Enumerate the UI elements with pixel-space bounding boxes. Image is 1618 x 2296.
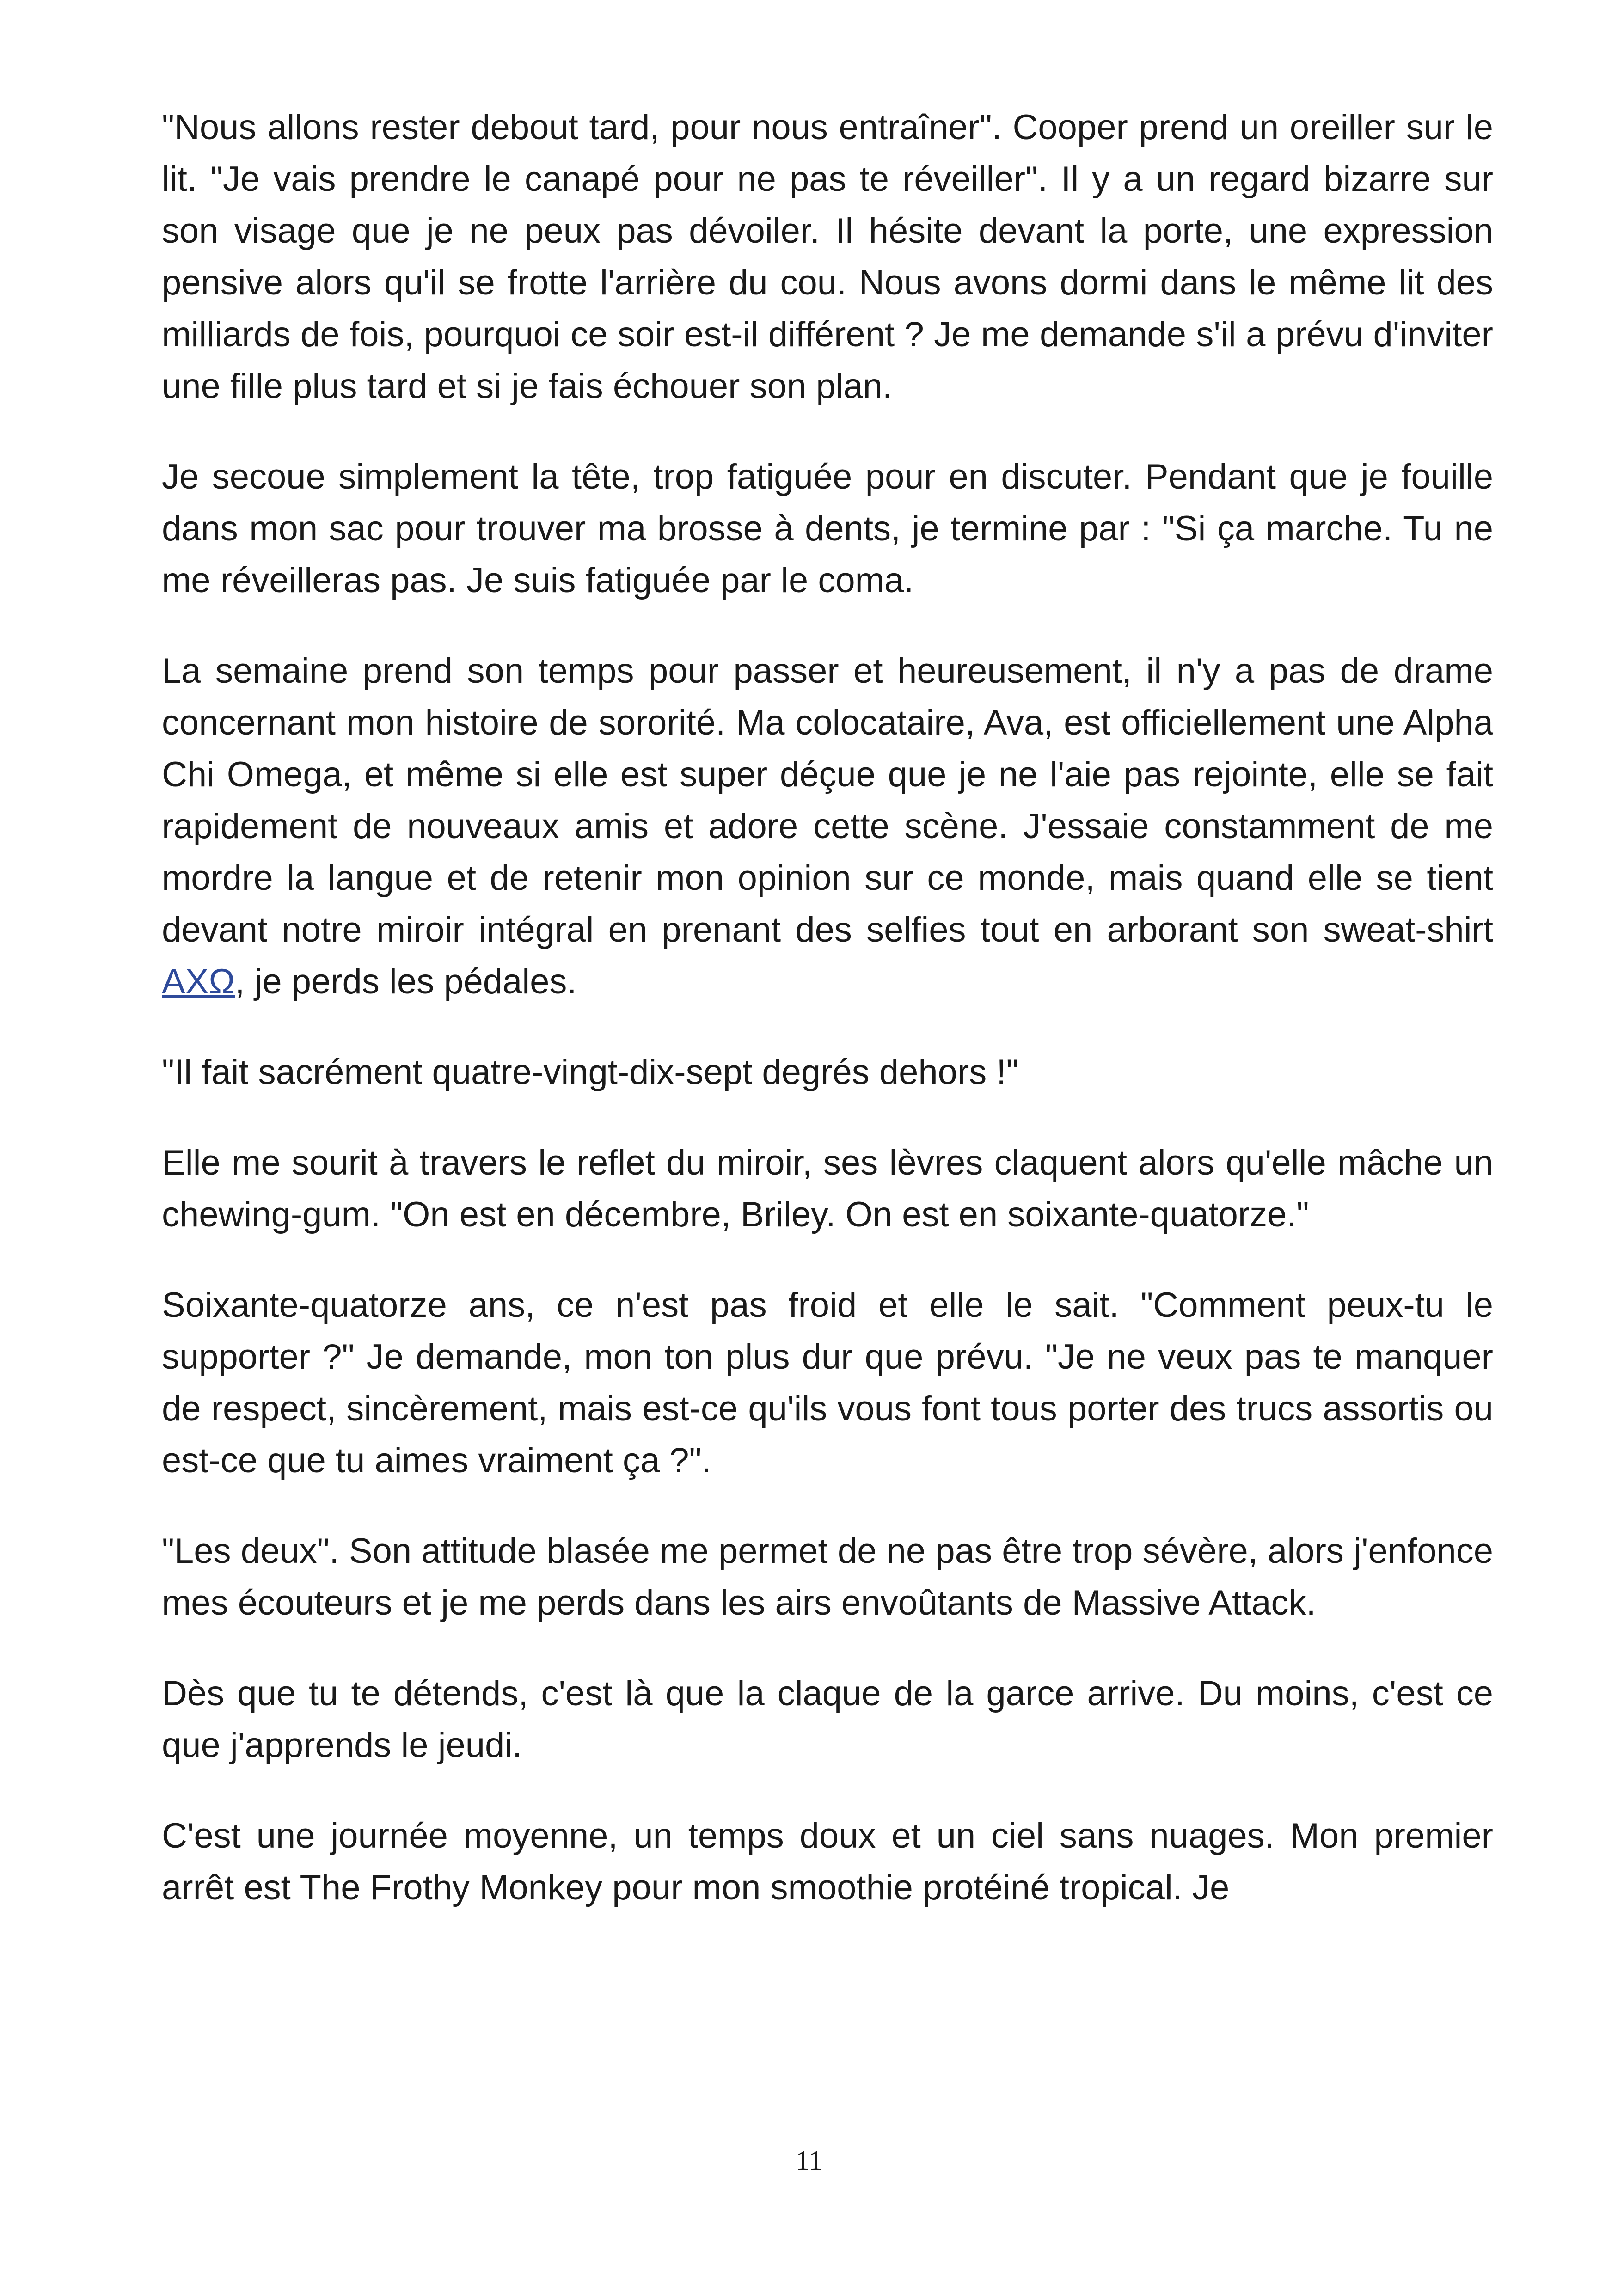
paragraph-1: "Nous allons rester debout tard, pour nous entraîner". Cooper prend un oreiller sur le lit. "Je vais prendre le canapé pour ne pas te réveiller". Il y a un regard bizarre sur son visage que je ne peux pas dévoiler. Il hésite devant la porte, une expression pensive alors qu'il se frotte l'arrière du cou. Nous avons dormi dans le même lit des milliards de fois, pourquoi ce soir est-il différent ? Je me demande s'il a prévu d'inviter une fille plus tard et si je fais échouer son plan. [162, 108, 1493, 406]
paragraph-3-text-start: La semaine prend son temps pour passer et heureusement, il n'y a pas de drame concernant mon histoire de sororité. Ma colocataire, Ava, est officiellement une Alpha Chi Omega, et même si elle est super déçue que je ne l'aie pas rejointe, elle se fait rapidement de nouveaux amis et adore cette scène. J'essaie constamment de me mordre la langue et de retenir mon opinion sur ce monde, mais quand elle se tient devant notre miroir intégral en prenant des selfies tout en arborant son sweat-shirt [162, 651, 1493, 949]
paragraph-6: Soixante-quatorze ans, ce n'est pas froid et elle le sait. "Comment peux-tu le supporter ?" Je demande, mon ton plus dur que prévu. "Je ne veux pas te manquer de respect, sincèrement, mais est-ce qu'ils vous font tous porter des trucs assortis ou est-ce que tu aimes vraiment ça ?". [162, 1286, 1493, 1480]
paragraph-3-text-end: , je perds les pédales. [235, 962, 577, 1001]
body-text [162, 102, 1493, 1914]
paragraph-8: Dès que tu te détends, c'est là que la claque de la garce arrive. Du moins, c'est ce que j'apprends le jeudi. [162, 1674, 1493, 1765]
page-number: 11 [796, 2145, 822, 2176]
axo-link[interactable]: ΑΧΩ [162, 962, 235, 1001]
paragraph-4: "Il fait sacrément quatre-vingt-dix-sept degrés dehors !" [162, 1053, 1019, 1092]
paragraph-2: Je secoue simplement la tête, trop fatiguée pour en discuter. Pendant que je fouille dans mon sac pour trouver ma brosse à dents, je termine par : "Si ça marche. Tu ne me réveilleras pas. Je suis fatiguée par le coma. [162, 457, 1493, 600]
paragraph-7: "Les deux". Son attitude blasée me permet de ne pas être trop sévère, alors j'enfonce mes écouteurs et je me perds dans les airs envoûtants de Massive Attack. [162, 1531, 1493, 1623]
paragraph-9: C'est une journée moyenne, un temps doux et un ciel sans nuages. Mon premier arrêt est The Frothy Monkey pour mon smoothie protéiné tropical. Je [162, 1816, 1493, 1907]
paragraph-5: Elle me sourit à travers le reflet du miroir, ses lèvres claquent alors qu'elle mâche un chewing-gum. "On est en décembre, Briley. On est en soixante-quatorze." [162, 1143, 1493, 1234]
paragraph-3 [162, 645, 1493, 1008]
